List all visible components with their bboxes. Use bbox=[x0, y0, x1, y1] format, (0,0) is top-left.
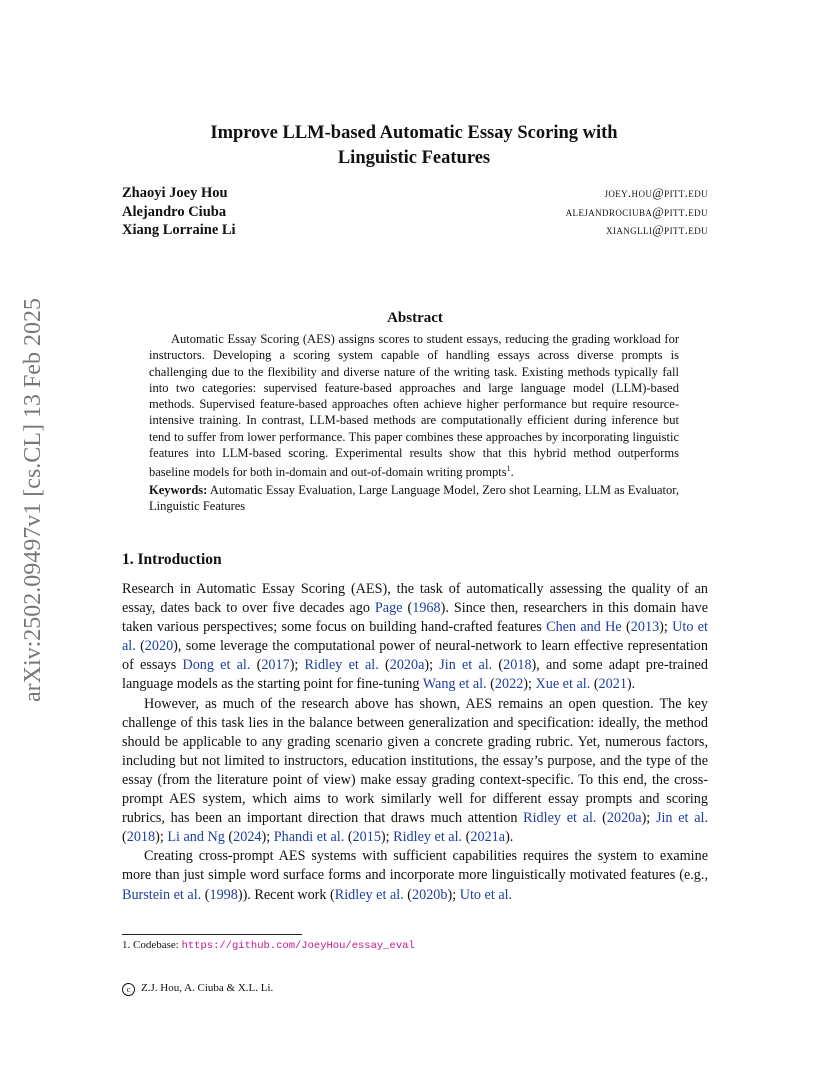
body-text-segment: ). bbox=[626, 676, 636, 693]
body-text-segment: ( bbox=[402, 600, 413, 617]
author-email[interactable]: xianglli@pitt.edu bbox=[606, 223, 708, 237]
body-text-segment: Creating cross-prompt AES systems with sufficient capabilities requires the system to examine more than just simple word surface forms and incorporate more linguistically motivated features (e.g., bbox=[122, 848, 708, 884]
citation-link[interactable]: Ridley et al. bbox=[523, 810, 597, 827]
body-text-segment: ( bbox=[486, 676, 495, 693]
body-text-segment: ( bbox=[122, 829, 127, 846]
abstract-end: . bbox=[510, 465, 514, 480]
body-text-segment: ( bbox=[403, 886, 413, 903]
author-row bbox=[122, 222, 708, 241]
citation-link[interactable]: 2020b bbox=[412, 886, 448, 903]
citation-link[interactable]: Ridley et al. bbox=[334, 886, 404, 903]
body-text-segment: ); bbox=[447, 886, 460, 903]
paper-title bbox=[120, 121, 708, 171]
author-block bbox=[122, 185, 708, 241]
author-name: Zhaoyi Joey Hou bbox=[122, 185, 228, 201]
citation-link[interactable]: 2015 bbox=[352, 829, 381, 846]
author-row bbox=[122, 185, 708, 204]
body-text-segment: ); bbox=[424, 657, 440, 674]
citation-link[interactable]: Chen and He bbox=[546, 619, 622, 636]
codebase-link[interactable]: https://github.com/JoeyHou/essay_eval bbox=[181, 940, 415, 952]
title-line-1: Improve LLM-based Automatic Essay Scoring with bbox=[210, 123, 618, 143]
body-text-segment: ), and some adapt pre-trained language models as the starting point for fine-tuning bbox=[122, 657, 708, 693]
author-email[interactable]: alejandrociuba@pitt.edu bbox=[565, 204, 708, 219]
keywords-list: Automatic Essay Evaluation, Large Language Model, Zero shot Learning, LLM as Evaluator, Linguistic Features bbox=[149, 482, 680, 514]
citation-link[interactable]: 2024 bbox=[233, 829, 262, 846]
footnote-marker[interactable]: 1 bbox=[506, 464, 511, 474]
body-text-segment: ); bbox=[155, 829, 168, 846]
abstract-paragraph bbox=[149, 331, 679, 481]
citation-link[interactable]: 1968 bbox=[412, 600, 441, 617]
citation-link[interactable]: 2021 bbox=[598, 676, 627, 693]
body-text-segment: ( bbox=[224, 829, 234, 846]
author-name: Xiang Lorraine Li bbox=[122, 222, 236, 238]
citation-link[interactable]: 2020a bbox=[389, 657, 425, 674]
copyright-line bbox=[122, 982, 273, 996]
footnote-label: 1. Codebase: bbox=[122, 939, 182, 951]
arxiv-identifier[interactable]: arXiv:2502.09497v1 [cs.CL] 13 Feb 2025 bbox=[20, 298, 46, 702]
citation-link[interactable]: Burstein et al. bbox=[122, 886, 202, 903]
introduction-paragraph-2 bbox=[122, 695, 708, 848]
author-email[interactable]: joey.hou@pitt.edu bbox=[604, 186, 708, 200]
introduction-paragraph-1 bbox=[122, 580, 708, 695]
body-text-segment: ); bbox=[523, 676, 536, 693]
citation-link[interactable]: 2020 bbox=[144, 638, 174, 655]
abstract-heading: Abstract bbox=[387, 310, 443, 326]
body-text-segment: ( bbox=[201, 886, 210, 903]
body-text-segment: ( bbox=[596, 810, 607, 827]
citation-link[interactable]: 2018 bbox=[503, 657, 532, 674]
citation-link[interactable]: 2018 bbox=[126, 829, 156, 846]
keywords-label: Keywords: bbox=[149, 482, 208, 497]
abstract-text: Automatic Essay Scoring (AES) assigns scores to student essays, reducing the grading workload for instructors. Developing a scoring system capable of handling essays across diverse prompts is challenging due to the flexibility and diverse nature of the writing task. Existing methods typically fall into two categories: supervised feature-based approaches and large language model (LLM)-based methods. Supervised feature-based approaches often achieve higher performance but require resource-intensive training. In contrast, LLM-based methods are computationally efficient during inference but tend to suffer from lower performance. This paper combines these approaches by incorporating linguistic features into LLM-based scoring. Experimental results show that this hybrid method outperforms baseline models for both in-domain and out-of-domain writing prompts bbox=[149, 332, 679, 480]
body-text-segment: Research in Automatic Essay Scoring (AES), the task of automatically assessing the quality of an essay, dates back to over five decades ago bbox=[122, 581, 708, 617]
citation-link[interactable]: Dong et al. bbox=[182, 657, 251, 674]
footnote bbox=[122, 939, 415, 952]
citation-link[interactable]: Uto et al. bbox=[122, 619, 708, 655]
body-text-segment: ( bbox=[492, 657, 504, 674]
citation-link[interactable]: Uto et al. bbox=[459, 886, 513, 903]
citation-link[interactable]: Page bbox=[374, 600, 403, 617]
copyright-icon: c bbox=[122, 983, 135, 996]
body-text-segment: ). Since then, researchers in this domain have taken various perspectives; some focus on building hand-crafted features bbox=[122, 600, 708, 636]
copyright-text: Z.J. Hou, A. Ciuba & X.L. Li. bbox=[141, 982, 274, 994]
citation-link[interactable]: Wang et al. bbox=[422, 676, 487, 693]
body-text-segment: ); bbox=[641, 810, 656, 827]
citation-link[interactable]: 2022 bbox=[494, 676, 524, 693]
citation-link[interactable]: 2017 bbox=[261, 657, 290, 674]
body-text-segment: ( bbox=[135, 638, 145, 655]
keywords bbox=[149, 482, 679, 515]
citation-link[interactable]: Xue et al. bbox=[535, 676, 591, 693]
citation-link[interactable]: Ridley et al. bbox=[304, 657, 379, 674]
citation-link[interactable]: Jin et al. bbox=[439, 657, 493, 674]
author-name: Alejandro Ciuba bbox=[122, 203, 227, 220]
citation-link[interactable]: Jin et al. bbox=[655, 810, 708, 827]
citation-link[interactable]: 2020a bbox=[606, 810, 642, 827]
body-text-segment: However, as much of the research above has shown, AES remains an open question. The key challenge of this task lies in the balance between generalization and specification: ideally, the method should be applicable to any grading scenario given a concrete grading rubric. Yet, numerous factors, including but not limited to instructors, education institutions, the essay’s purpose, and the type of the essay (from the literature point of view) make essay grading context-specific. To this end, the cross-prompt AES system, which aims to work similarly well for different essay prompts and scoring rubrics, has been an important direction that draws much attention bbox=[122, 695, 708, 827]
body-text-segment: ). bbox=[505, 829, 514, 846]
footnote-divider bbox=[122, 934, 302, 935]
introduction-paragraph-3 bbox=[122, 847, 708, 904]
body-text-segment: )). Recent work ( bbox=[237, 886, 335, 903]
body-text-segment: ); bbox=[289, 657, 305, 674]
abstract-body bbox=[149, 331, 679, 514]
citation-link[interactable]: Ridley et al. bbox=[393, 829, 463, 846]
body-text-segment: ), some leverage the computational power of neural-network to learn effective representation of essays bbox=[122, 638, 708, 674]
body-text-segment: ); bbox=[659, 619, 673, 636]
body-text-segment: ); bbox=[380, 829, 394, 846]
title-line-2: Linguistic Features bbox=[337, 148, 491, 168]
body-text-segment: ( bbox=[462, 829, 471, 846]
body-text-segment: ( bbox=[344, 829, 353, 846]
citation-link[interactable]: 1998 bbox=[209, 886, 238, 903]
citation-link[interactable]: 2013 bbox=[630, 619, 660, 636]
body-text-segment: ); bbox=[261, 829, 274, 846]
section-heading-introduction: 1. Introduction bbox=[122, 551, 222, 568]
body-text-segment: ( bbox=[590, 676, 599, 693]
citation-link[interactable]: Li and Ng bbox=[167, 829, 225, 846]
introduction-body bbox=[122, 580, 708, 905]
citation-link[interactable]: 2021a bbox=[470, 829, 506, 846]
body-text-segment: ( bbox=[621, 619, 631, 636]
author-row bbox=[122, 204, 708, 223]
body-text-segment: ( bbox=[378, 657, 390, 674]
citation-link[interactable]: Phandi et al. bbox=[273, 829, 345, 846]
body-text-segment: ( bbox=[250, 657, 262, 674]
